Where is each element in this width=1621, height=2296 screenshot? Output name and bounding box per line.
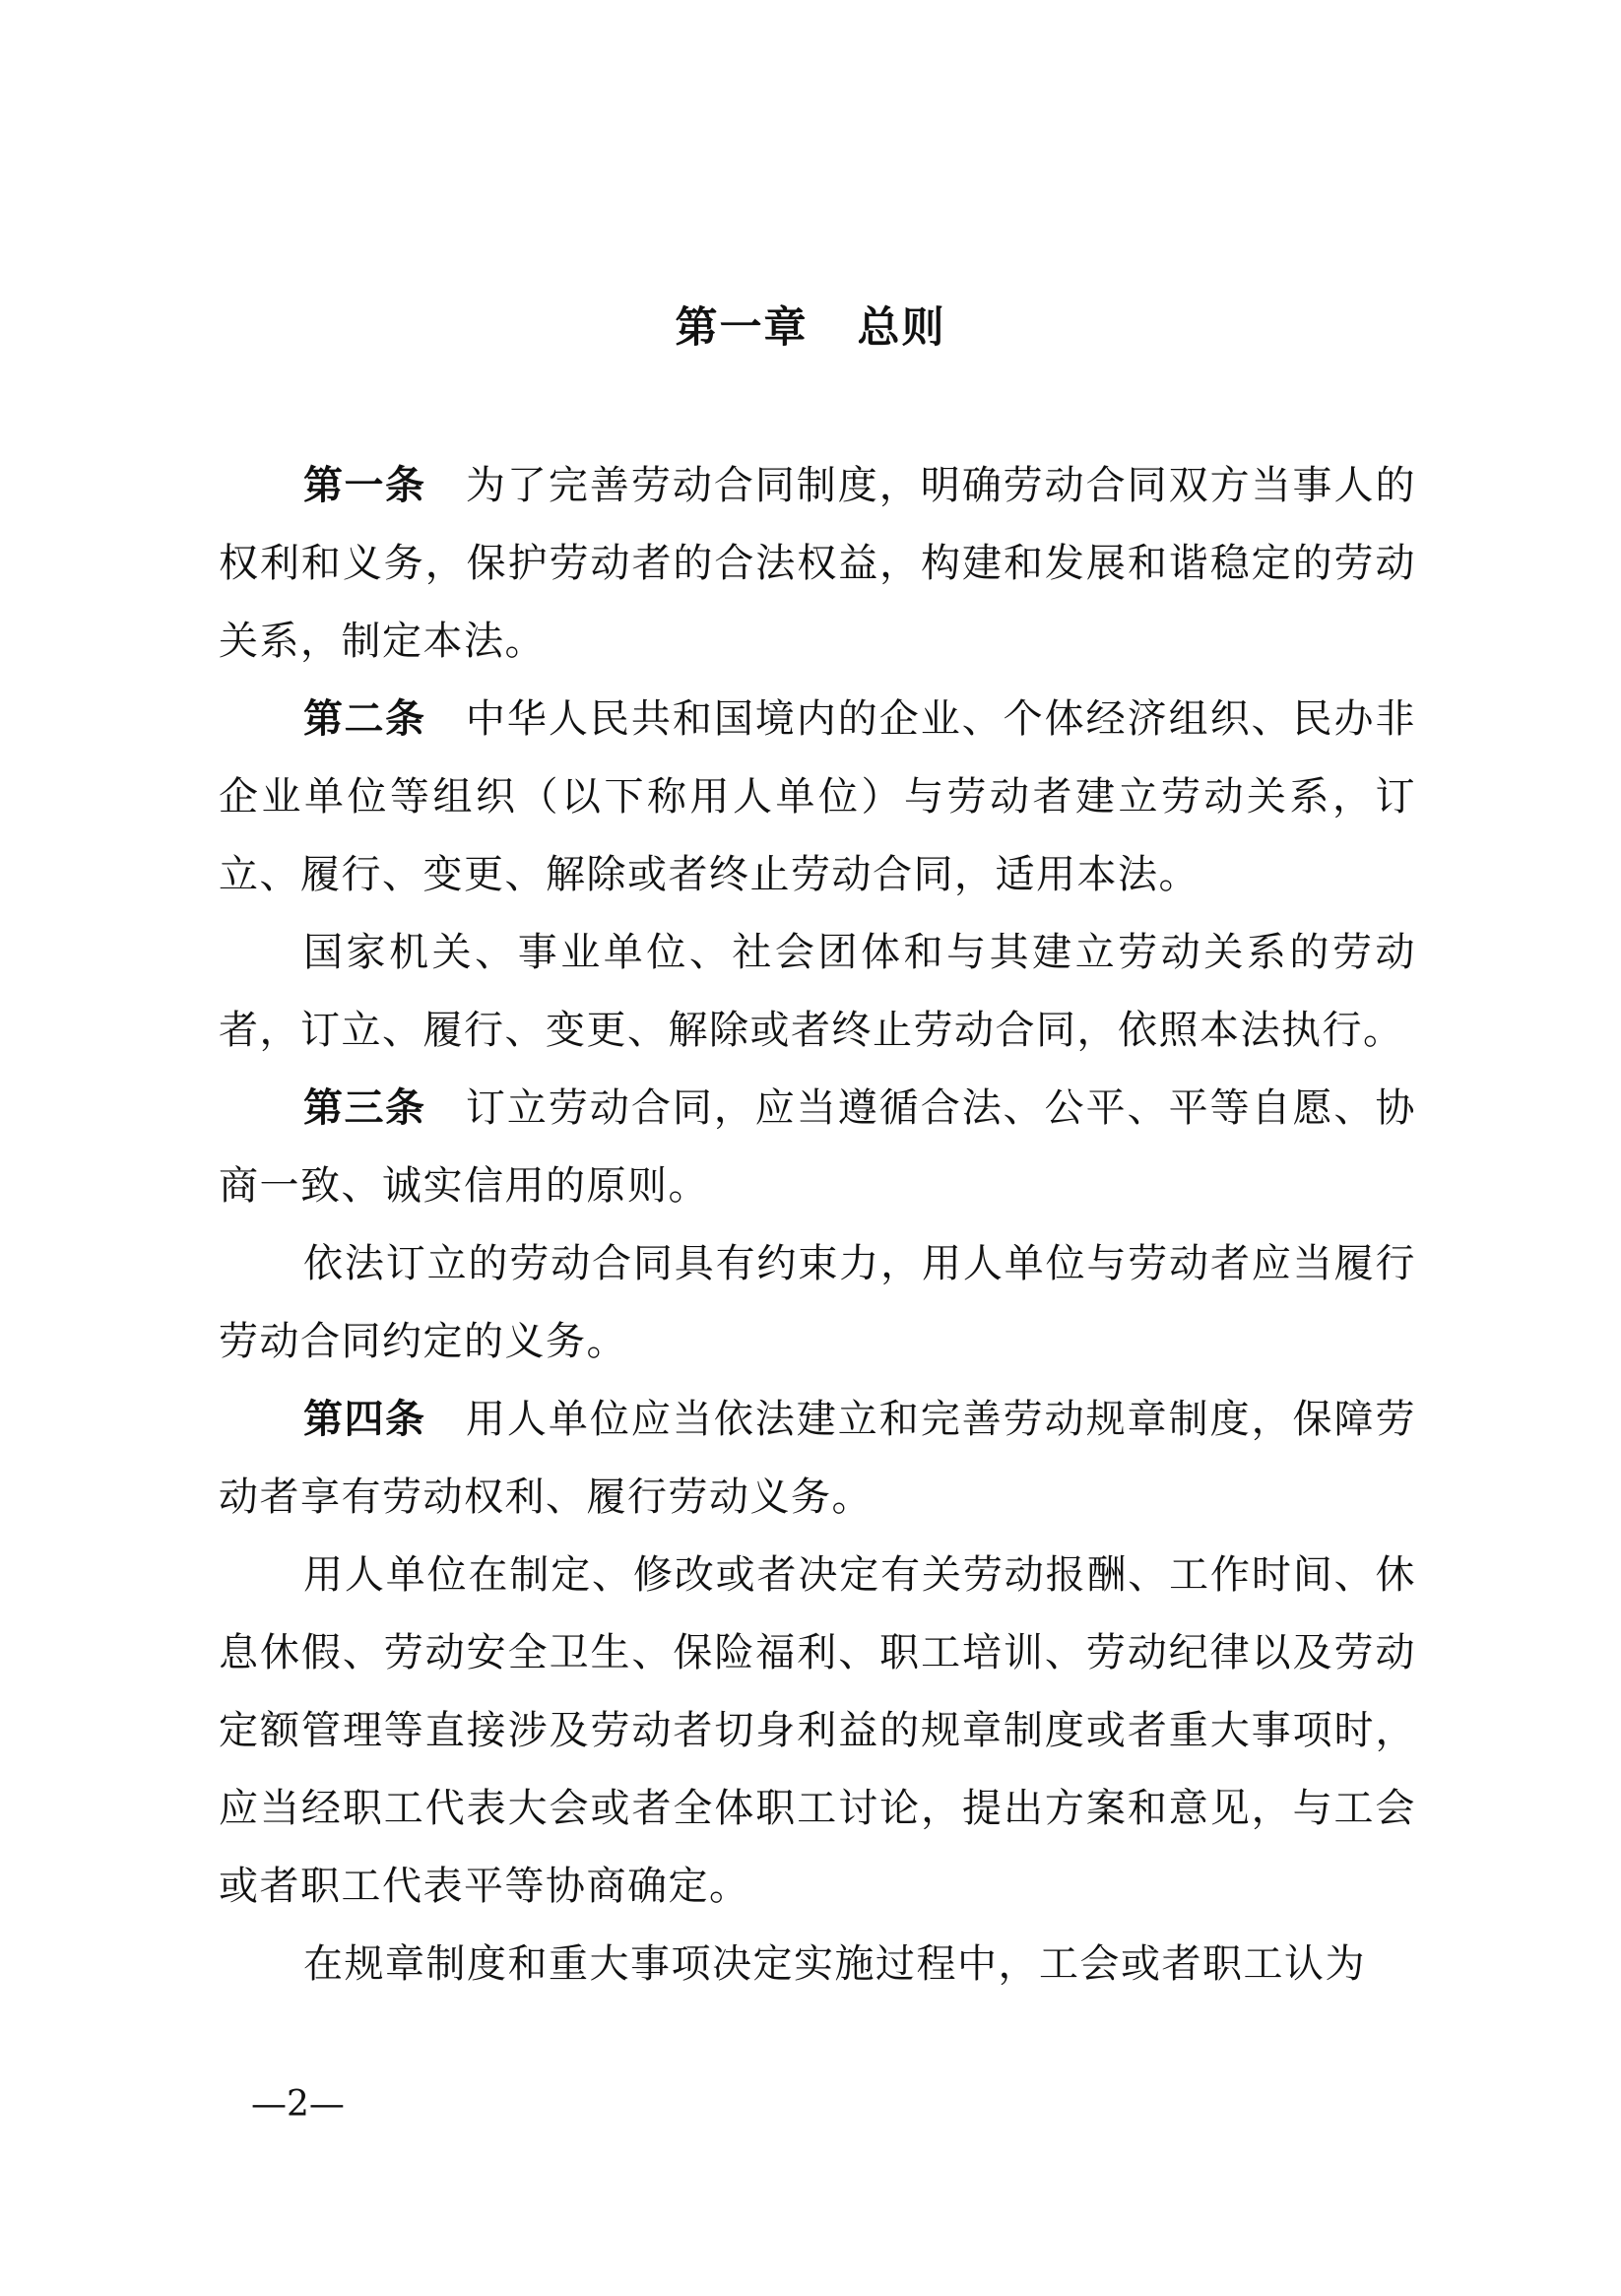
- paragraph-article-2: [219, 681, 1416, 914]
- paragraph-text: 依法订立的劳动合同具有约束力，用人单位与劳动者应当履行劳动合同约定的义务。: [219, 1241, 1416, 1364]
- body-text: [219, 447, 1416, 2003]
- paragraph-text: 中华人民共和国境内的企业、个体经济组织、民办非企业单位等组织（以下称用人单位）与劳动者建立劳动关系，订立、履行、变更、解除或者终止劳动合同，适用本法。: [219, 696, 1417, 897]
- paragraph-text: 用人单位在制定、修改或者决定有关劳动报酬、工作时间、休息休假、劳动安全卫生、保险福利、职工培训、劳动纪律以及劳动定额管理等直接涉及劳动者切身利益的规章制度或者重大事项时，应当经职工代表大会或者全体职工讨论，提出方案和意见，与工会或者职工代表平等协商确定。: [219, 1552, 1416, 1909]
- article-number: 第三条: [303, 1085, 426, 1131]
- paragraph-text: 用人单位应当依法建立和完善劳动规章制度，保障劳动者享有劳动权利、履行劳动义务。: [219, 1397, 1417, 1520]
- paragraph-text: 在规章制度和重大事项决定实施过程中，工会或者职工认为: [303, 1941, 1366, 1987]
- chapter-name: 总则: [857, 303, 946, 353]
- paragraph-text: 订立劳动合同，应当遵循合法、公平、平等自愿、协商一致、诚实信用的原则。: [219, 1085, 1417, 1209]
- paragraph-article-4-clause-2: [219, 1537, 1416, 1926]
- paragraph-article-1: [219, 447, 1416, 681]
- paragraph-text: 为了完善劳动合同制度，明确劳动合同双方当事人的权利和义务，保护劳动者的合法权益，构建和发展和谐稳定的劳动关系，制定本法。: [219, 463, 1417, 664]
- paragraph-article-4-clause-3: [219, 1926, 1416, 2003]
- article-number: 第四条: [303, 1397, 426, 1442]
- article-number: 第一条: [303, 463, 426, 508]
- chapter-number: 第一章: [675, 303, 809, 353]
- paragraph-article-3: [219, 1070, 1416, 1225]
- paragraph-article-2-clause-2: [219, 914, 1416, 1070]
- paragraph-article-4: [219, 1381, 1416, 1537]
- paragraph-article-3-clause-2: [219, 1225, 1416, 1381]
- article-number: 第二条: [303, 696, 426, 742]
- chapter-title: [0, 298, 1621, 358]
- page-number: —2—: [251, 2084, 345, 2125]
- paragraph-text: 国家机关、事业单位、社会团体和与其建立劳动关系的劳动者，订立、履行、变更、解除或者终止劳动合同，依照本法执行。: [219, 930, 1416, 1053]
